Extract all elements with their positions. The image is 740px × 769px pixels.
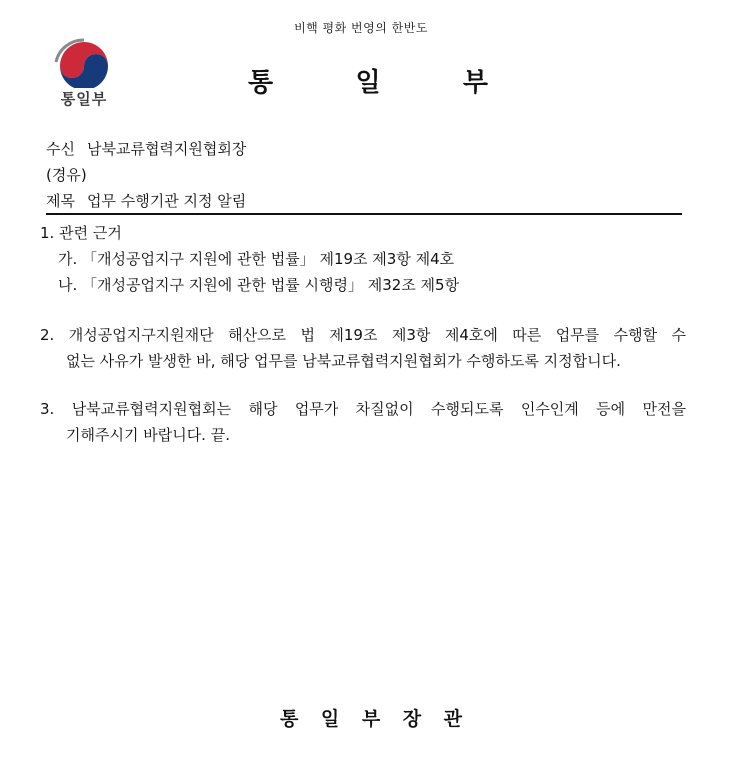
via-row: (경유)	[46, 166, 87, 184]
sender-char: 일	[320, 708, 340, 730]
sender-char: 관	[443, 708, 462, 730]
ministry-title-char: 부	[462, 68, 488, 98]
item2-line1: 2. 개성공업지구지원재단 해산으로 법 제19조 제3항 제4호에 따른 업무를 수행할 수	[40, 326, 686, 344]
subject-row	[46, 188, 682, 214]
item1-sub-b: 나. 「개성공업지구 지원에 관한 법률 시행령」 제32조 제5항	[58, 276, 460, 294]
item3-line1: 3. 남북교류협력지원협회는 해당 업무가 차질없이 수행되도록 인수인계 등에 만전을	[40, 400, 686, 418]
item3-line2: 기해주시기 바랍니다. 끝.	[66, 426, 230, 444]
recipient-value: 남북교류협력지원협회장	[86, 140, 247, 158]
item2-line2: 없는 사유가 발생한 바, 해당 업무를 남북교류협력지원협회가 수행하도록 지정합니다.	[66, 352, 621, 370]
item1-heading: 1. 관련 근거	[40, 224, 122, 242]
ministry-title-char: 통	[248, 68, 274, 98]
recipient-label: 수신	[46, 140, 75, 158]
recipient-row	[46, 136, 682, 162]
taegeuk-emblem-icon	[48, 38, 120, 88]
ministry-title-char: 일	[355, 68, 381, 98]
logo-text: 통일부	[60, 90, 108, 108]
slogan: 비핵 평화 번영의 한반도	[294, 21, 428, 35]
ministry-title	[248, 62, 488, 99]
sender-char: 장	[402, 708, 422, 730]
sender-signature	[280, 704, 462, 731]
recipient-block	[46, 136, 682, 214]
ministry-emblem-logo	[48, 38, 120, 114]
subject-label: 제목	[46, 192, 75, 210]
subject-value: 업무 수행기관 지정 알림	[86, 192, 247, 210]
sender-char: 부	[361, 708, 381, 730]
document-body	[40, 220, 686, 448]
sender-char: 통	[280, 708, 299, 730]
item1-sub-a: 가. 「개성공업지구 지원에 관한 법률」 제19조 제3항 제4호	[58, 250, 455, 268]
header-divider	[46, 213, 682, 215]
